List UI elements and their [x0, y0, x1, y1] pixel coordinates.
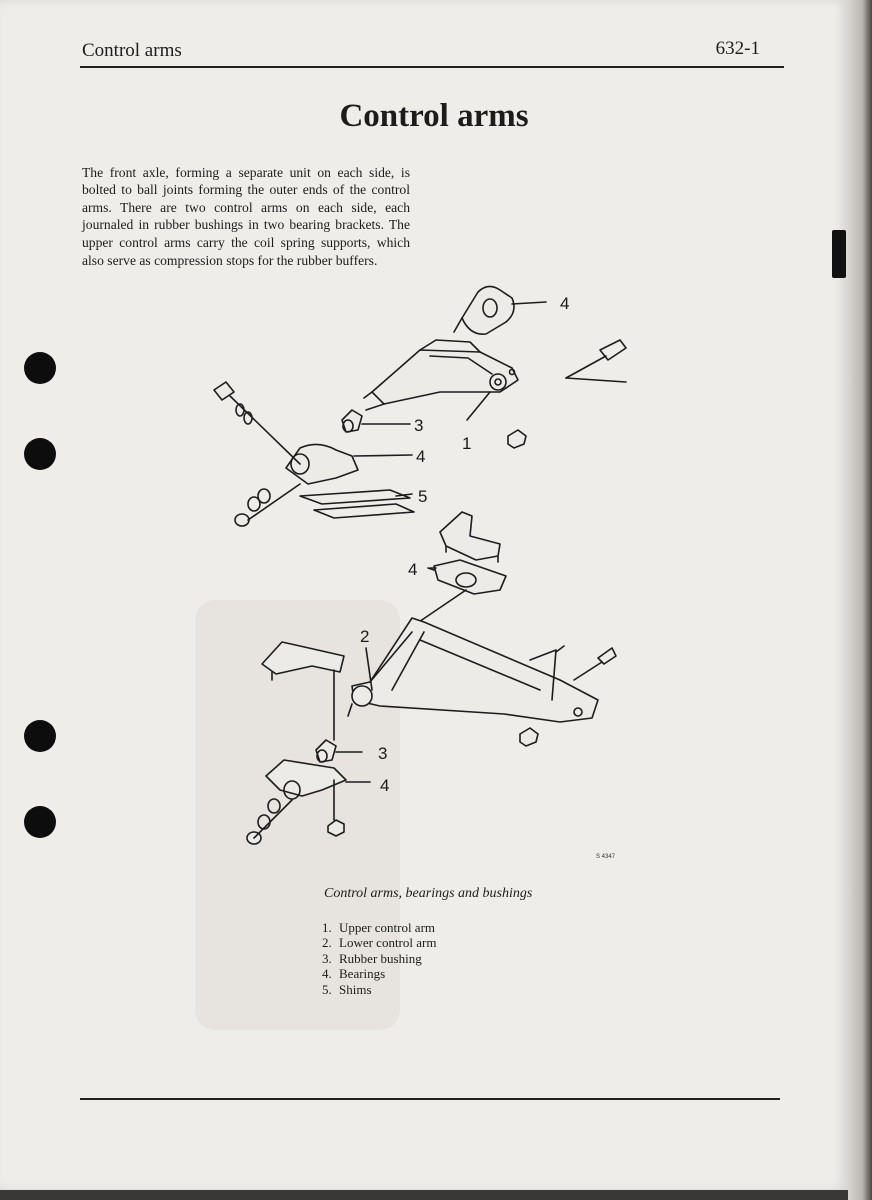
legend-item: 4. Bearings [322, 966, 386, 982]
callout-upper-lower-bearing: 4 [416, 447, 426, 466]
upper-arm-bolt-drawing [566, 340, 626, 382]
section-tab-marker [832, 230, 846, 278]
binder-hole [24, 720, 56, 752]
lower-washers-drawing [247, 799, 292, 844]
running-header-title: Control arms [82, 40, 182, 61]
lower-bearing-drawing [266, 760, 370, 799]
upper-bearing-bolt-drawing [214, 382, 300, 464]
upper-arm-nut-drawing [508, 430, 526, 448]
figure-caption: Control arms, bearings and bushings [324, 886, 533, 901]
legend-item: 1. Upper control arm [322, 920, 436, 935]
callout-lower-bushing: 3 [378, 744, 388, 763]
callout-lower-arm: 2 [360, 627, 370, 646]
lower-top-bearing-plate-drawing [440, 512, 500, 562]
footer-rule [80, 1098, 780, 1100]
lower-nut-drawing [328, 780, 344, 836]
lower-arm-bolt-drawing [574, 648, 616, 680]
lower-left-bearing-plate-drawing [262, 642, 344, 740]
intro-paragraph: The front axle, forming a separate unit on each side, is bolted to ball joints forming the outer ends of the control arms. There are two control arms on each side, each journaled in rubber bushings in two bearing brackets. The upper control arms carry the coil spring supports, which also serve as compression stops for the rubber buffers. [82, 164, 410, 268]
figure-code: S 4347 [596, 854, 616, 860]
lower-rubber-bushing-drawing [316, 740, 362, 762]
binder-hole [24, 806, 56, 838]
binder-hole [24, 352, 56, 384]
callout-upper-bushing: 3 [414, 416, 424, 435]
upper-rubber-bushing-drawing [342, 410, 410, 432]
legend-item: 5. Shims [322, 981, 372, 997]
page-edge [848, 0, 872, 1200]
figure-legend [322, 920, 436, 997]
page-number: 632-1 [715, 38, 760, 59]
binder-hole [24, 438, 56, 470]
callout-lower-upper-bearing: 4 [408, 560, 418, 579]
legend-item: 3. Rubber bushing [322, 950, 422, 966]
legend-item: 2. Lower control arm [322, 935, 437, 951]
lower-upper-bearing-drawing [428, 560, 506, 594]
callout-lower-bearing: 4 [380, 776, 390, 795]
upper-washers-drawing [235, 484, 300, 526]
page-title: Control arms [339, 98, 529, 134]
lower-arm-nut-drawing [520, 728, 538, 746]
callout-upper-arm: 1 [462, 434, 472, 453]
upper-lower-bearing-drawing [286, 444, 412, 484]
shims-drawing [300, 490, 414, 518]
callout-shims: 5 [418, 487, 428, 506]
upper-bearing-top-drawing [454, 286, 546, 334]
callout-upper-bearing: 4 [560, 294, 570, 313]
lower-control-arm-drawing [348, 618, 598, 722]
upper-control-arm-drawing [364, 340, 518, 420]
